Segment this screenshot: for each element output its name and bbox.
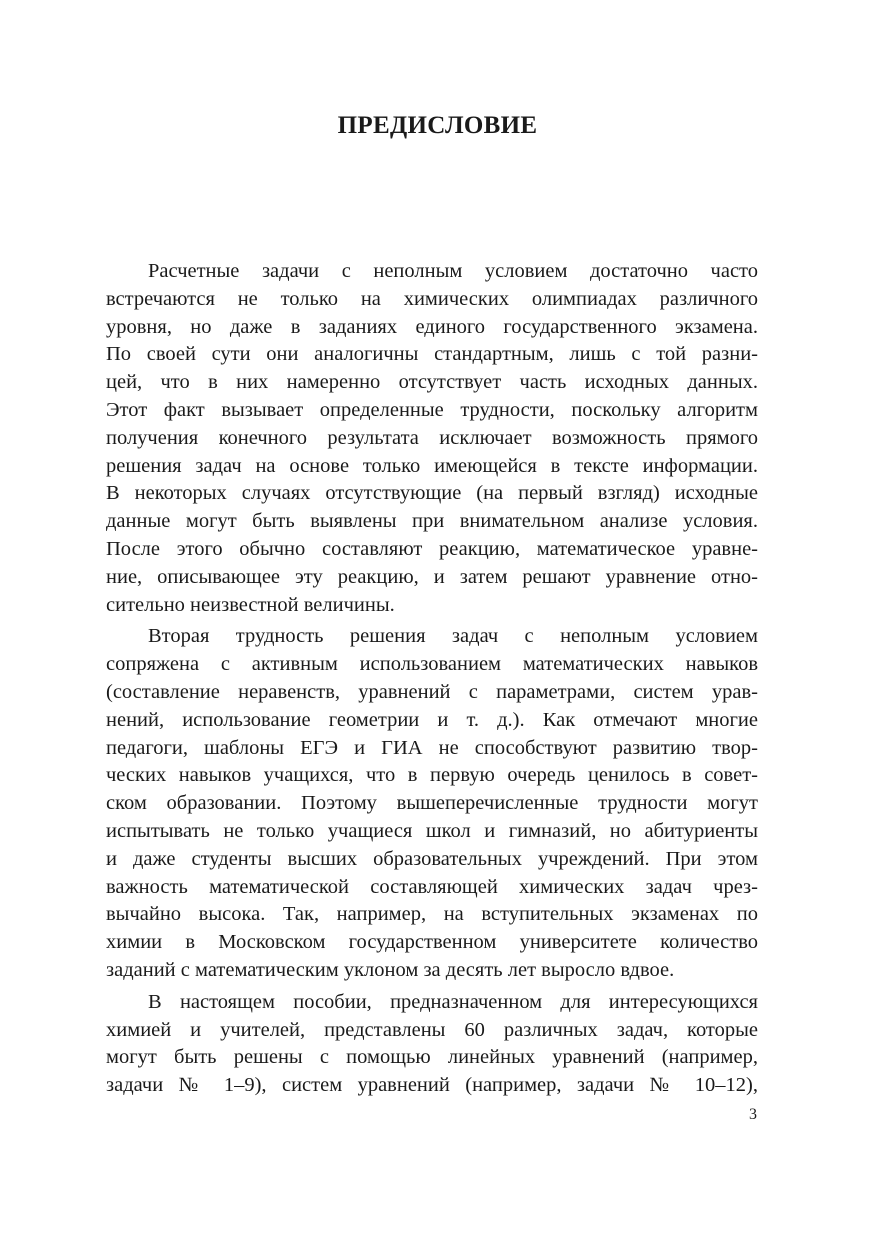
text-line: могут быть решены с помощью линейных уравнений (например, bbox=[106, 1046, 758, 1069]
page-number: 3 bbox=[749, 1106, 757, 1123]
text-line: Этот факт вызывает определенные трудности, поскольку алгоритм bbox=[106, 398, 758, 421]
text-line: После этого обычно составляют реакцию, математическое уравне- bbox=[106, 537, 758, 560]
text-line: данные могут быть выявлены при внимательном анализе условия. bbox=[106, 510, 758, 533]
text-line: ние, описывающее эту реакцию, и затем решают уравнение отно- bbox=[106, 565, 758, 588]
text-line: В настоящем пособии, предназначенном для интересующихся bbox=[148, 990, 758, 1013]
text-line: По своей сути они аналогичны стандартным, лишь с той разни- bbox=[106, 343, 758, 366]
text-line: (составление неравенств, уравнений с параметрами, систем урав- bbox=[106, 680, 758, 703]
page-title: ПРЕДИСЛОВИЕ bbox=[337, 112, 538, 139]
text-line: важность математической составляющей химических задач чрез- bbox=[106, 875, 758, 898]
text-line: нений, использование геометрии и т. д.). Как отмечают многие bbox=[106, 708, 758, 731]
paragraph-1 bbox=[106, 258, 758, 619]
body-text bbox=[106, 258, 758, 1100]
text-line: испытывать не только учащиеся школ и гимназий, но абитуриенты bbox=[106, 819, 758, 842]
text-line: Расчетные задачи с неполным условием достаточно часто bbox=[148, 260, 758, 282]
text-line: цей, что в них намеренно отсутствует часть исходных данных. bbox=[106, 371, 758, 394]
text-line: ском образовании. Поэтому вышеперечисленные трудности могут bbox=[106, 792, 758, 815]
text-line: вычайно высока. Так, например, на вступительных экзаменах по bbox=[106, 903, 758, 926]
text-line: задачи № 1–9), систем уравнений (например, задачи № 10–12), bbox=[106, 1074, 758, 1097]
text-line: В некоторых случаях отсутствующие (на первый взгляд) исходные bbox=[106, 482, 758, 505]
paragraph-2 bbox=[106, 623, 758, 984]
text-line: получения конечного результата исключает возможность прямого bbox=[106, 426, 758, 449]
text-line: встречаются не только на химических олимпиадах различного bbox=[106, 287, 758, 310]
text-line: химией и учителей, представлены 60 различных задач, которые bbox=[106, 1018, 758, 1041]
text-line: решения задач на основе только имеющейся в тексте информации. bbox=[106, 454, 758, 477]
paragraph-3 bbox=[106, 989, 758, 1100]
text-line: сопряжена с активным использованием математических навыков bbox=[106, 653, 758, 676]
text-line: Вторая трудность решения задач с неполным условием bbox=[148, 625, 758, 648]
text-line: сительно неизвестной величины. bbox=[106, 593, 395, 616]
text-line: педагоги, шаблоны ЕГЭ и ГИА не способствуют развитию твор- bbox=[106, 736, 758, 759]
text-line: химии в Московском государственном университете количество bbox=[106, 931, 758, 954]
text-line: и даже студенты высших образовательных учреждений. При этом bbox=[106, 847, 758, 870]
text-line: заданий с математическим уклоном за десять лет выросло вдвое. bbox=[106, 958, 675, 981]
text-line: уровня, но даже в заданиях единого государственного экзамена. bbox=[106, 315, 758, 338]
text-line: ческих навыков учащихся, что в первую очередь ценилось в совет- bbox=[106, 764, 758, 787]
